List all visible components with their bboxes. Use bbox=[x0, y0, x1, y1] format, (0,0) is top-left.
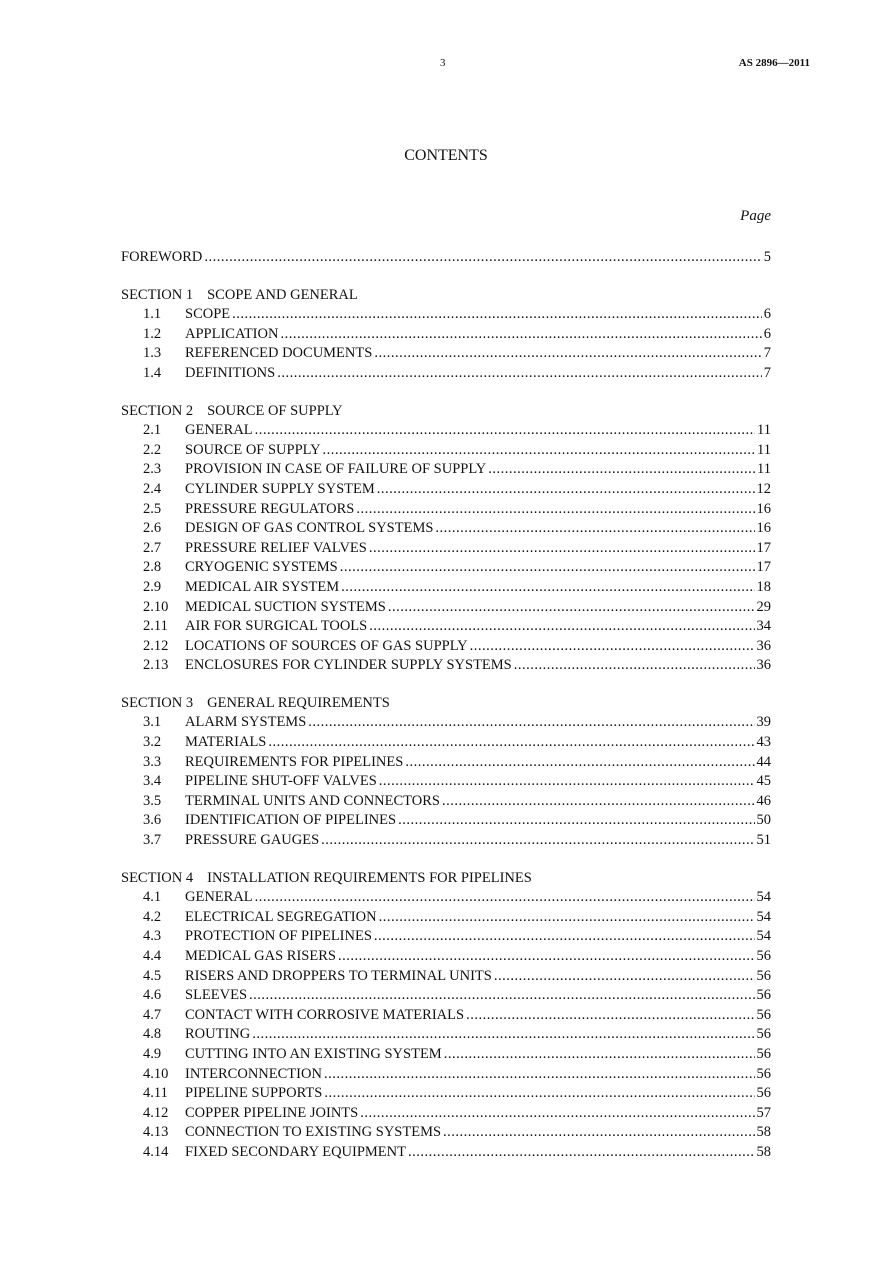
toc-entry-page: 18 bbox=[756, 578, 771, 595]
toc-entry-number: 1.2 bbox=[143, 325, 162, 342]
dot-leader bbox=[255, 888, 755, 908]
dot-leader bbox=[252, 1025, 754, 1045]
toc-entry-label: PROVISION IN CASE OF FAILURE OF SUPPLY bbox=[185, 461, 487, 478]
toc-entry-page: 17 bbox=[756, 539, 771, 556]
toc-entry-number: 2.10 bbox=[143, 598, 169, 615]
dot-leader bbox=[377, 480, 755, 500]
dot-leader bbox=[324, 1084, 754, 1104]
toc-entry-label: CYLINDER SUPPLY SYSTEM bbox=[185, 480, 375, 497]
section-title: SCOPE AND GENERAL bbox=[207, 286, 358, 303]
toc-entry-label: FOREWORD bbox=[121, 249, 203, 265]
toc-entry-page: 54 bbox=[756, 908, 771, 925]
toc-entry[interactable] bbox=[121, 967, 771, 987]
dot-leader bbox=[444, 1045, 755, 1065]
dot-leader bbox=[379, 772, 755, 792]
toc-entry-number: 4.1 bbox=[143, 889, 162, 906]
toc-entry-number: 2.4 bbox=[143, 480, 162, 497]
toc-entry[interactable] bbox=[121, 460, 771, 480]
toc-entry-label: MATERIALS bbox=[185, 734, 267, 751]
toc-entry[interactable] bbox=[121, 421, 771, 441]
dot-leader bbox=[232, 305, 762, 325]
toc-entry-page: 56 bbox=[756, 1006, 771, 1023]
toc-entry-label: ROUTING bbox=[185, 1026, 251, 1043]
document-id: AS 2896—2011 bbox=[738, 57, 810, 69]
toc-entry-label: PROTECTION OF PIPELINES bbox=[185, 928, 372, 945]
toc-entry-page: 16 bbox=[756, 500, 771, 517]
toc-entry[interactable] bbox=[121, 792, 771, 812]
toc-entry-page: 5 bbox=[763, 249, 771, 265]
toc-entry-page: 56 bbox=[756, 1026, 771, 1043]
dot-leader bbox=[408, 1143, 755, 1163]
toc-entry-label: TERMINAL UNITS AND CONNECTORS bbox=[185, 792, 440, 809]
toc-entry-label: APPLICATION bbox=[185, 325, 279, 342]
dot-leader bbox=[442, 792, 755, 812]
toc-entry-number: 4.2 bbox=[143, 908, 162, 925]
dot-leader bbox=[379, 908, 755, 928]
dot-leader bbox=[470, 637, 755, 657]
toc-entry-page: 43 bbox=[756, 734, 771, 751]
dot-leader bbox=[356, 500, 754, 520]
toc-entry[interactable] bbox=[121, 617, 771, 637]
toc-entry-number: 2.7 bbox=[143, 539, 162, 556]
toc-entry[interactable] bbox=[121, 598, 771, 618]
page-number: 3 bbox=[440, 57, 446, 69]
section-title: SOURCE OF SUPPLY bbox=[207, 402, 343, 419]
toc-entry-page: 16 bbox=[756, 520, 771, 537]
toc-entry-label: SLEEVES bbox=[185, 987, 248, 1004]
toc-entry-page: 17 bbox=[756, 559, 771, 576]
table-of-contents bbox=[121, 248, 771, 1163]
toc-entry-number: 1.3 bbox=[143, 345, 162, 362]
toc-entry-number: 4.5 bbox=[143, 967, 162, 984]
toc-entry-page: 34 bbox=[756, 618, 771, 635]
toc-entry-page: 12 bbox=[756, 480, 771, 497]
dot-leader bbox=[405, 753, 754, 773]
toc-entry[interactable] bbox=[121, 986, 771, 1006]
dot-leader bbox=[435, 519, 754, 539]
toc-entry-page: 45 bbox=[756, 773, 771, 790]
toc-entry-page: 56 bbox=[756, 1085, 771, 1102]
toc-entry-label: COPPER PIPELINE JOINTS bbox=[185, 1104, 359, 1121]
toc-entry-number: 2.6 bbox=[143, 520, 162, 537]
section-heading[interactable] bbox=[121, 694, 771, 714]
toc-entry-label: INTERCONNECTION bbox=[185, 1065, 322, 1082]
toc-entry[interactable] bbox=[121, 1084, 771, 1104]
toc-entry[interactable] bbox=[121, 927, 771, 947]
dot-leader bbox=[204, 248, 761, 268]
dot-leader bbox=[369, 617, 754, 637]
toc-entry-label: DEFINITIONS bbox=[185, 364, 276, 381]
toc-entry-number: 3.3 bbox=[143, 753, 162, 770]
toc-entry-label: SOURCE OF SUPPLY bbox=[185, 441, 321, 458]
section-number: SECTION 1 bbox=[121, 286, 194, 303]
section-title: INSTALLATION REQUIREMENTS FOR PIPELINES bbox=[207, 869, 532, 886]
section-title: GENERAL REQUIREMENTS bbox=[207, 694, 390, 711]
page-title: CONTENTS bbox=[404, 147, 488, 164]
dot-leader bbox=[374, 927, 755, 947]
toc-entry[interactable] bbox=[121, 811, 771, 831]
toc-entry-page: 56 bbox=[756, 1065, 771, 1082]
section-heading[interactable] bbox=[121, 402, 771, 422]
toc-entry-number: 4.9 bbox=[143, 1045, 162, 1062]
toc-entry-label: DESIGN OF GAS CONTROL SYSTEMS bbox=[185, 520, 434, 537]
section-heading[interactable] bbox=[121, 869, 771, 889]
dot-leader bbox=[488, 460, 755, 480]
toc-entry[interactable] bbox=[121, 1065, 771, 1085]
dot-leader bbox=[321, 831, 754, 851]
dot-leader bbox=[308, 713, 754, 733]
toc-entry-number: 2.9 bbox=[143, 578, 162, 595]
toc-entry[interactable] bbox=[121, 1045, 771, 1065]
toc-entry[interactable] bbox=[121, 713, 771, 733]
toc-entry-number: 2.1 bbox=[143, 422, 162, 439]
toc-entry-number: 3.7 bbox=[143, 832, 162, 849]
toc-entry-label: CONNECTION TO EXISTING SYSTEMS bbox=[185, 1124, 442, 1141]
toc-entry-page: 6 bbox=[763, 306, 771, 323]
toc-entry-label: MEDICAL AIR SYSTEM bbox=[185, 578, 340, 595]
toc-entry-number: 4.3 bbox=[143, 928, 162, 945]
dot-leader bbox=[341, 578, 754, 598]
section-number: SECTION 3 bbox=[121, 694, 194, 711]
toc-entry[interactable] bbox=[121, 519, 771, 539]
toc-entry-label: AIR FOR SURGICAL TOOLS bbox=[185, 618, 368, 635]
toc-entry-number: 3.2 bbox=[143, 734, 162, 751]
toc-entry[interactable] bbox=[121, 888, 771, 908]
toc-entry-label: PIPELINE SUPPORTS bbox=[185, 1085, 323, 1102]
toc-entry[interactable] bbox=[121, 364, 771, 384]
toc-entry-page: 56 bbox=[756, 987, 771, 1004]
section-number: SECTION 4 bbox=[121, 869, 194, 886]
toc-entry-page: 44 bbox=[756, 753, 771, 770]
toc-entry-label: PIPELINE SHUT-OFF VALVES bbox=[185, 773, 377, 790]
toc-entry-page: 54 bbox=[756, 889, 771, 906]
toc-entry-number: 2.12 bbox=[143, 637, 169, 654]
dot-leader bbox=[466, 1006, 754, 1026]
dot-leader bbox=[369, 539, 755, 559]
dot-leader bbox=[443, 1123, 754, 1143]
toc-entry-number: 2.2 bbox=[143, 441, 162, 458]
toc-entry-page: 11 bbox=[757, 422, 771, 439]
page-column-label: Page bbox=[740, 208, 771, 224]
toc-entry-number: 4.8 bbox=[143, 1026, 162, 1043]
toc-entry-label: SCOPE bbox=[185, 306, 231, 323]
toc-entry-page: 7 bbox=[763, 345, 771, 362]
toc-entry[interactable] bbox=[121, 539, 771, 559]
toc-entry[interactable] bbox=[121, 1025, 771, 1045]
toc-entry-page: 39 bbox=[756, 714, 771, 731]
toc-entry-page: 54 bbox=[756, 928, 771, 945]
dot-leader bbox=[398, 811, 754, 831]
toc-entry[interactable] bbox=[121, 772, 771, 792]
toc-entry[interactable] bbox=[121, 441, 771, 461]
toc-entry-number: 2.11 bbox=[143, 618, 168, 635]
toc-entry-label: CRYOGENIC SYSTEMS bbox=[185, 559, 338, 576]
toc-entry-label: FIXED SECONDARY EQUIPMENT bbox=[185, 1143, 406, 1160]
toc-entry-number: 2.13 bbox=[143, 657, 169, 674]
toc-entry[interactable] bbox=[121, 753, 771, 773]
toc-entry-label: PRESSURE REGULATORS bbox=[185, 500, 355, 517]
toc-entry-label: CONTACT WITH CORROSIVE MATERIALS bbox=[185, 1006, 465, 1023]
toc-entry-number: 2.8 bbox=[143, 559, 162, 576]
toc-entry[interactable] bbox=[121, 480, 771, 500]
toc-entry-label: GENERAL bbox=[185, 889, 253, 906]
toc-entry[interactable] bbox=[121, 908, 771, 928]
toc-entry-number: 4.6 bbox=[143, 987, 162, 1004]
toc-entry-foreword[interactable] bbox=[121, 248, 771, 268]
toc-entry[interactable] bbox=[121, 305, 771, 325]
dot-leader bbox=[277, 364, 762, 384]
toc-entry-number: 2.3 bbox=[143, 461, 162, 478]
dot-leader bbox=[280, 325, 761, 345]
toc-entry-label: LOCATIONS OF SOURCES OF GAS SUPPLY bbox=[185, 637, 468, 654]
toc-entry-label: ALARM SYSTEMS bbox=[185, 714, 307, 731]
toc-entry-label: ENCLOSURES FOR CYLINDER SUPPLY SYSTEMS bbox=[185, 657, 512, 674]
toc-entry-number: 1.1 bbox=[143, 306, 162, 323]
toc-entry[interactable] bbox=[121, 558, 771, 578]
toc-entry-number: 3.6 bbox=[143, 812, 162, 829]
dot-leader bbox=[338, 947, 755, 967]
toc-entry-page: 51 bbox=[756, 832, 771, 849]
toc-entry-page: 58 bbox=[756, 1143, 771, 1160]
toc-entry[interactable] bbox=[121, 637, 771, 657]
toc-entry-page: 56 bbox=[756, 1045, 771, 1062]
toc-entry-label: RISERS AND DROPPERS TO TERMINAL UNITS bbox=[185, 967, 492, 984]
dot-leader bbox=[494, 967, 755, 987]
toc-entry-number: 4.12 bbox=[143, 1104, 169, 1121]
toc-entry[interactable] bbox=[121, 831, 771, 851]
dot-leader bbox=[268, 733, 754, 753]
dot-leader bbox=[340, 558, 755, 578]
toc-entry-page: 6 bbox=[763, 325, 771, 342]
toc-entry-page: 57 bbox=[756, 1104, 771, 1121]
toc-entry-label: PRESSURE GAUGES bbox=[185, 832, 320, 849]
toc-entry[interactable] bbox=[121, 1006, 771, 1026]
toc-entry-number: 3.4 bbox=[143, 773, 162, 790]
toc-entry-number: 4.10 bbox=[143, 1065, 169, 1082]
dot-leader bbox=[360, 1104, 754, 1124]
toc-entry-number: 3.5 bbox=[143, 792, 162, 809]
toc-entry-number: 1.4 bbox=[143, 364, 162, 381]
toc-entry-page: 29 bbox=[756, 598, 771, 615]
toc-entry-label: IDENTIFICATION OF PIPELINES bbox=[185, 812, 397, 829]
toc-entry-number: 4.11 bbox=[143, 1085, 168, 1102]
toc-entry[interactable] bbox=[121, 1143, 771, 1163]
toc-entry-label: MEDICAL SUCTION SYSTEMS bbox=[185, 598, 386, 615]
dot-leader bbox=[324, 1065, 755, 1085]
toc-entry[interactable] bbox=[121, 578, 771, 598]
toc-entry-label: ELECTRICAL SEGREGATION bbox=[185, 908, 377, 925]
toc-entry[interactable] bbox=[121, 500, 771, 520]
section-number: SECTION 2 bbox=[121, 402, 194, 419]
dot-leader bbox=[514, 656, 755, 676]
toc-entry-number: 4.13 bbox=[143, 1124, 169, 1141]
section-heading[interactable] bbox=[121, 286, 771, 306]
toc-entry-label: GENERAL bbox=[185, 422, 253, 439]
toc-entry-label: REQUIREMENTS FOR PIPELINES bbox=[185, 753, 404, 770]
toc-entry-label: REFERENCED DOCUMENTS bbox=[185, 345, 373, 362]
toc-entry[interactable] bbox=[121, 947, 771, 967]
toc-entry-page: 7 bbox=[763, 364, 771, 381]
toc-entry-page: 58 bbox=[756, 1124, 771, 1141]
toc-entry[interactable] bbox=[121, 1104, 771, 1124]
toc-entry-number: 4.7 bbox=[143, 1006, 162, 1023]
toc-entry-number: 3.1 bbox=[143, 714, 162, 731]
toc-entry-page: 50 bbox=[756, 812, 771, 829]
toc-entry-page: 11 bbox=[757, 461, 771, 478]
toc-entry-label: CUTTING INTO AN EXISTING SYSTEM bbox=[185, 1045, 442, 1062]
toc-entry-page: 11 bbox=[757, 441, 771, 458]
toc-entry[interactable] bbox=[121, 325, 771, 345]
toc-entry-page: 36 bbox=[756, 657, 771, 674]
toc-entry-page: 46 bbox=[756, 792, 771, 809]
dot-leader bbox=[388, 598, 755, 618]
dot-leader bbox=[323, 441, 755, 461]
toc-entry[interactable] bbox=[121, 344, 771, 364]
dot-leader bbox=[255, 421, 755, 441]
toc-entry-number: 4.4 bbox=[143, 948, 162, 964]
toc-entry-number: 4.14 bbox=[143, 1143, 169, 1160]
toc-entry-page: 56 bbox=[756, 948, 771, 964]
dot-leader bbox=[374, 344, 761, 364]
toc-entry-number: 2.5 bbox=[143, 500, 162, 517]
toc-entry-page: 56 bbox=[756, 967, 771, 984]
toc-entry[interactable] bbox=[121, 656, 771, 676]
dot-leader bbox=[249, 986, 754, 1006]
toc-entry[interactable] bbox=[121, 1123, 771, 1143]
toc-entry-label: MEDICAL GAS RISERS bbox=[185, 948, 336, 964]
toc-entry-label: PRESSURE RELIEF VALVES bbox=[185, 539, 367, 556]
toc-entry[interactable] bbox=[121, 733, 771, 753]
toc-entry-page: 36 bbox=[756, 637, 771, 654]
